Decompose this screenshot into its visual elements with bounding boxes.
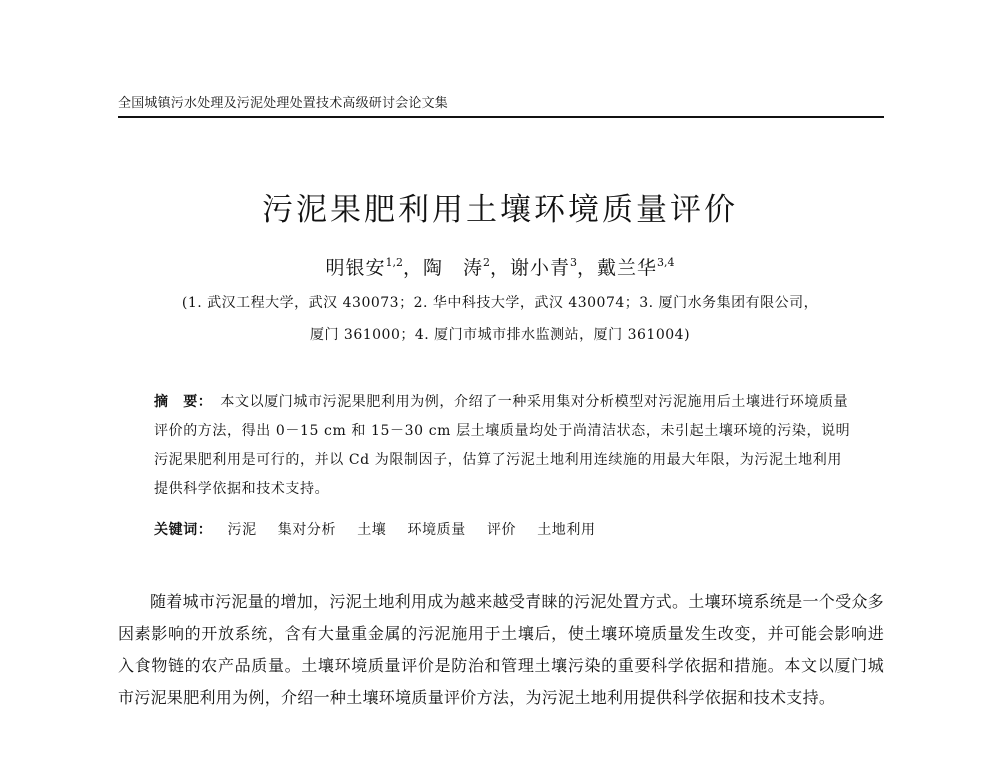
keywords [154,519,612,539]
body-paragraph: 随着城市污泥量的增加，污泥土地利用成为越来越受青睐的污泥处置方式。土壤环境系统是一个受众多因素影响的开放系统，含有大量重金属的污泥施用于土壤后，使土壤环境质量发生改变，并可能会影响进入食物链的农产品质量。土壤环境质量评价是防治和管理土壤污染的重要科学依据和措施。本文以厦门城市污泥果肥利用为例，介绍一种土壤环境质量评价方法，为污泥土地利用提供科学依据和技术支持。 [118,592,884,707]
header-rule [118,116,884,118]
author-affiliation-marker: 3,4 [657,256,675,269]
abstract-text: 本文以厦门城市污泥果肥利用为例，介绍了一种采用集对分析模型对污泥施用后土壤进行环境质量评价的方法，得出 0－15 cm 和 15－30 cm 层土壤质量均处于尚清洁状态，未引起土壤环境的污染，说明污泥果肥利用是可行的，并以 Cd 为限制因子，估算了污泥土地利用连续施的用最大年限，为污泥土地利用提供科学依据和技术支持。 [154,394,851,497]
author-separator: ， [489,257,510,279]
affiliation-line: (1. 武汉工程大学，武汉 430073；2. 华中科技大学，武汉 430074；3. 厦门水务集团有限公司， [181,295,819,311]
keyword: 集对分析 [277,522,337,538]
paper-title: 污泥果肥利用土壤环境质量评价 [262,192,738,228]
keyword: 环境质量 [407,522,466,538]
author-list [0,253,1000,280]
author-separator: ， [577,257,598,279]
author-separator: ， [402,257,423,279]
author-name: 谢小青 [510,257,571,279]
keyword: 污泥 [227,522,257,538]
author-name: 明银安 [325,257,386,279]
author-affiliation-marker: 3 [570,256,578,269]
keyword: 土地利用 [537,522,596,538]
keywords-label: 关键词： [154,522,213,538]
author-affiliation-marker: 2 [482,256,490,269]
author-affiliation-marker: 1,2 [385,256,403,269]
running-header: 全国城镇污水处理及污泥处理处置技术高级研讨会论文集 [118,96,449,111]
author-name: 陶 涛 [422,257,483,279]
keyword: 评价 [486,522,517,538]
affiliation-line: 厦门 361000；4. 厦门市城市排水监测站，厦门 361004) [309,327,691,343]
author-name: 戴兰华 [597,257,658,279]
abstract [154,388,854,504]
keyword: 土壤 [357,522,387,538]
abstract-label: 摘 要： [154,394,213,410]
